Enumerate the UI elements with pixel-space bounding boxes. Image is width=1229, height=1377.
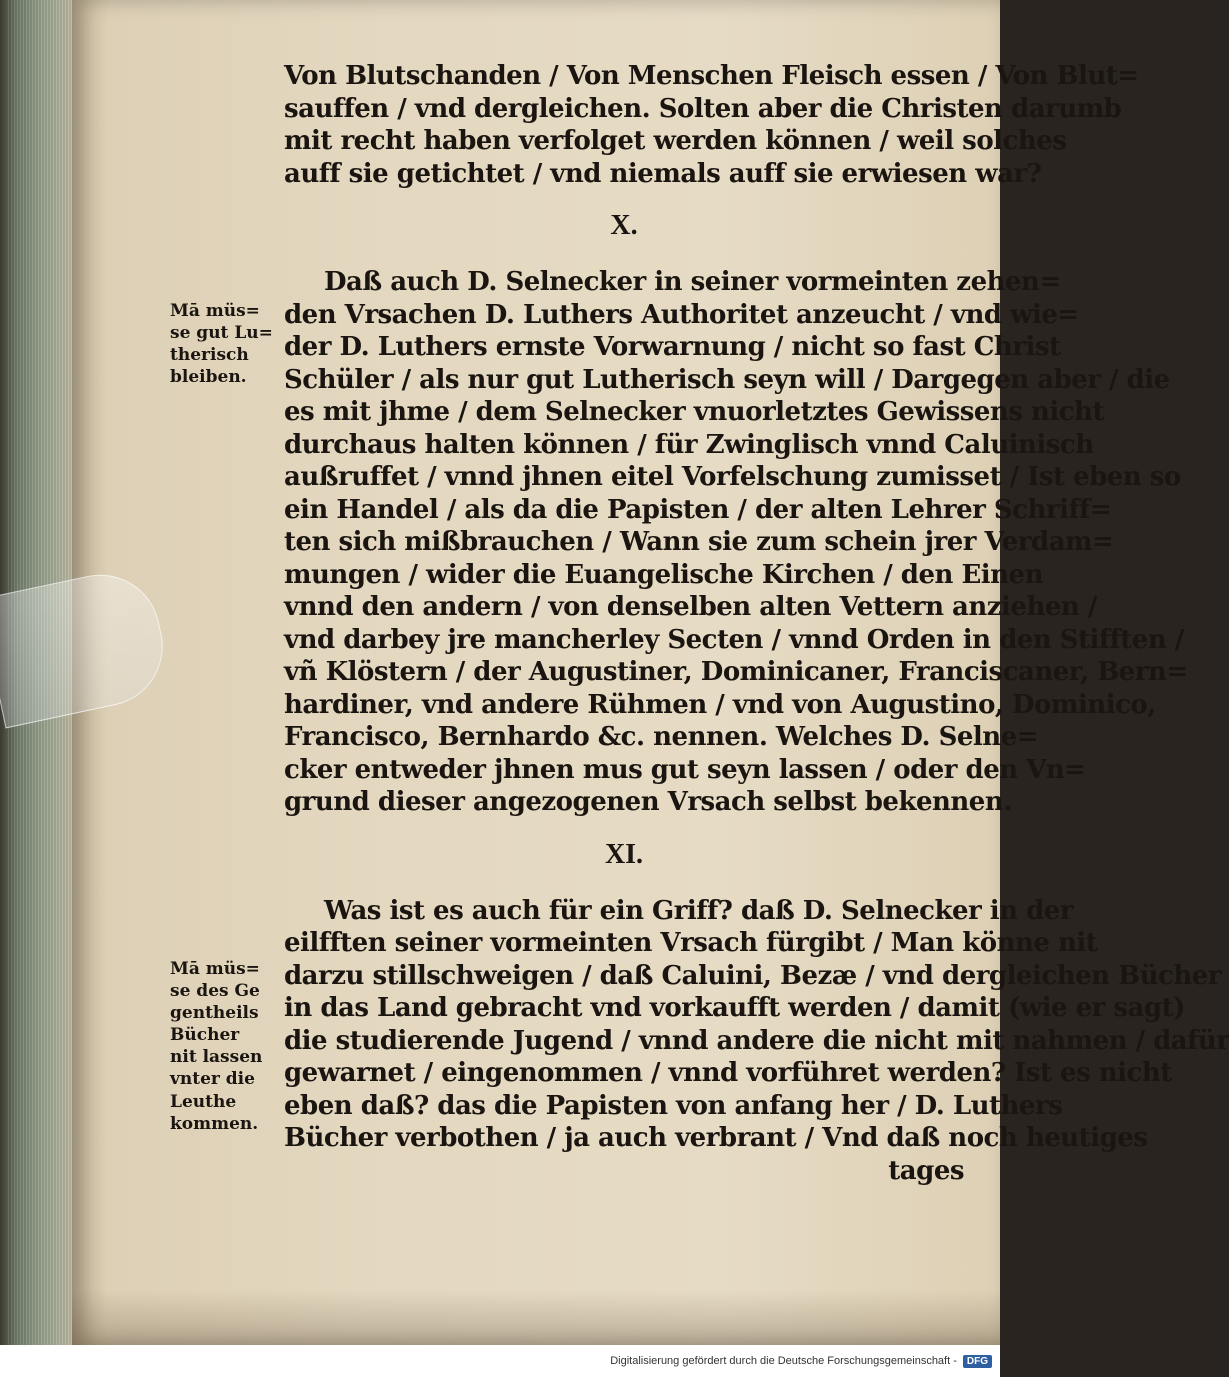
text-line: sauffen / vnd dergleichen. Solten aber die Christen darumb xyxy=(284,93,1122,124)
marginal-note-xi xyxy=(170,958,285,1135)
text-line: vnnd den andern / von denselben alten Vettern anziehen / xyxy=(284,592,1097,622)
catchword: tages xyxy=(888,1155,964,1186)
text-line: auff sie getichtet / vnd niemals auff sie erwiesen war? xyxy=(284,158,1042,189)
text-line: es mit jhme / dem Selnecker vnuorletztes Gewissens nicht xyxy=(284,397,1105,427)
text-line: der D. Luthers ernste Vorwarnung / nicht so fast Christ xyxy=(284,332,1061,362)
text-line: ein Handel / als da die Papisten / der alten Lehrer Schriff= xyxy=(284,494,1112,525)
text-line: Bücher verbothen / ja auch verbrant / Vnd daß noch heutiges xyxy=(284,1123,1148,1153)
text-line: die studierende Jugend / vnnd andere die nicht mit nahmen / dafür xyxy=(284,1025,1229,1056)
text-line: vñ Klöstern / der Augustiner, Dominicaner, Franciscaner, Bern= xyxy=(284,657,1188,687)
text-line: cker entweder jhnen mus gut seyn lassen / oder den Vn= xyxy=(284,754,1086,785)
text-line: ten sich mißbrauchen / Wann sie zum schein jrer Verdam= xyxy=(284,527,1114,557)
marginal-line: Mā müs= xyxy=(170,301,260,321)
text-line: in das Land gebracht vnd vorkaufft werden / damit (wie er sagt) xyxy=(284,993,1185,1023)
footer-bar xyxy=(0,1345,1000,1377)
marginal-line: vnter die xyxy=(170,1069,255,1090)
marginal-line: therisch xyxy=(170,345,249,366)
text-line: darzu stillschweigen / daß Caluini, Bezæ / vnd dergleichen Bücher xyxy=(284,960,1221,991)
text-line: Francisco, Bernhardo &c. nennen. Welches D. Selne= xyxy=(284,722,1039,752)
footer-credit: Digitalisierung gefördert durch die Deutsche Forschungsgemeinschaft - xyxy=(610,1355,957,1367)
marginal-line: Leuthe xyxy=(170,1091,237,1112)
marginal-line: gentheils xyxy=(170,1003,259,1024)
text-line: eben daß? das die Papisten von anfang her / D. Luthers xyxy=(284,1090,1063,1121)
section-xi-paragraph xyxy=(284,895,1229,1155)
marginal-line: kommen. xyxy=(170,1113,259,1134)
dfg-logo: DFG xyxy=(963,1355,992,1368)
marginal-line: se des Ge xyxy=(170,981,260,1002)
text-line: grund dieser angezogenen Vrsach selbst bekennen. xyxy=(284,787,1012,817)
main-text xyxy=(284,60,1229,1187)
text-line: außruffet / vnnd jhnen eitel Vorfelschung zumisset / Ist eben so xyxy=(284,462,1181,492)
text-line: den Vrsachen D. Luthers Authoritet anzeucht / vnd wie= xyxy=(284,299,1079,330)
text-line: mit recht haben verfolget werden können / weil solches xyxy=(284,126,1067,156)
section-numeral-xi: XI. xyxy=(604,838,644,870)
text-line: gewarnet / eingenommen / vnnd vorführet werden? Ist es nicht xyxy=(284,1058,1172,1088)
marginal-note-x xyxy=(170,300,285,388)
text-line: Daß auch D. Selnecker in seiner vormeinten zehen= xyxy=(324,267,1061,297)
text-line: durchaus halten können / für Zwinglisch vnnd Caluinisch xyxy=(284,429,1094,460)
page-shadow xyxy=(72,1290,1000,1345)
text-line: Was ist es auch für ein Griff? daß D. Selnecker in der xyxy=(324,895,1074,926)
section-x-paragraph xyxy=(284,266,1188,819)
marginal-line: Bücher xyxy=(170,1025,240,1046)
text-line: eilfften seiner vormeinten Vrsach fürgibt / Man könne nit xyxy=(284,928,1098,958)
text-line: vnd darbey jre mancherley Secten / vnnd Orden in den Stifften / xyxy=(284,624,1184,655)
section-numeral-x: X. xyxy=(610,210,638,241)
marginal-line: nit lassen xyxy=(170,1047,263,1068)
text-line: Schüler / als nur gut Lutherisch seyn will / Dargegen aber / die xyxy=(284,364,1170,395)
marginal-line: bleiben. xyxy=(170,367,247,388)
text-line: Von Blutschanden / Von Menschen Fleisch essen / Von Blut= xyxy=(284,61,1139,91)
text-line: mungen / wider die Euangelische Kirchen / den Einen xyxy=(284,559,1044,590)
marginal-line: se gut Lu= xyxy=(170,323,273,344)
top-paragraph xyxy=(284,60,1139,190)
marginal-line: Mā müs= xyxy=(170,959,260,979)
text-line: hardiner, vnd andere Rühmen / vnd von Augustino, Dominico, xyxy=(284,689,1156,720)
